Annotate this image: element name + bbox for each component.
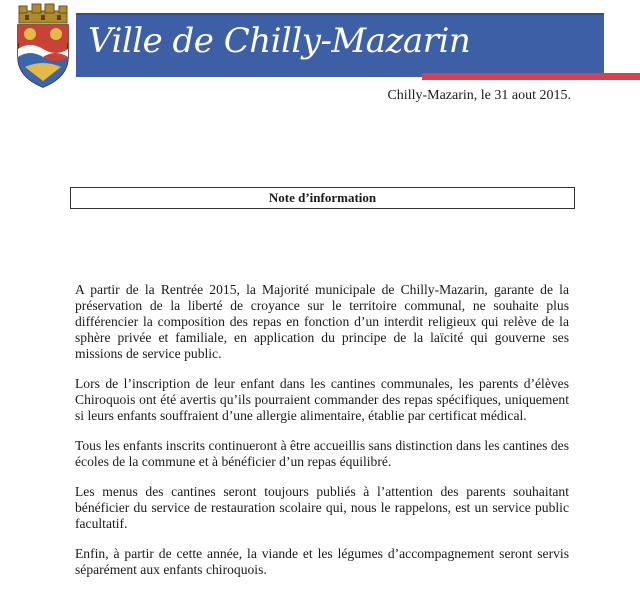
date-line: Chilly-Mazarin, le 31 aout 2015. (387, 88, 571, 103)
note-title: Note d’information (70, 187, 575, 209)
coat-of-arms-icon (13, 3, 73, 89)
page-title: Ville de Chilly-Mazarin (88, 21, 471, 61)
paragraph: Tous les enfants inscrits continueront à être accueillis sans distinction dans les cantines des écoles de la commune et à bénéficier d’un repas équilibré. (75, 438, 569, 469)
document-body (75, 282, 569, 592)
paragraph: Lors de l’inscription de leur enfant dans les cantines communales, les parents d’élèves Chiroquois ont été avertis qu’ils pourraient commander des repas spécifiques, uniquement si leurs enfants souffraient d’une allergie alimentaire, établie par certificat médical. (75, 376, 569, 423)
header-banner (76, 13, 604, 77)
paragraph: Enfin, à partir de cette année, la viande et les légumes d’accompagnement seront servis séparément aux enfants chiroquois. (75, 546, 569, 577)
paragraph: Les menus des cantines seront toujours publiés à l’attention des parents souhaitant bénéficier du service de restauration scolaire qui, nous le rappelons, est un service public facultatif. (75, 484, 569, 531)
header-accent-bar (422, 73, 640, 80)
paragraph: A partir de la Rentrée 2015, la Majorité municipale de Chilly-Mazarin, garante de la préservation de la liberté de croyance sur le territoire communal, ne souhaite plus différencier la composition des repas en fonction d’un interdit religieux qui relève de la sphère privée et familiale, en application du principe de la laïcité qui gouverne ses missions de service public. (75, 282, 569, 361)
